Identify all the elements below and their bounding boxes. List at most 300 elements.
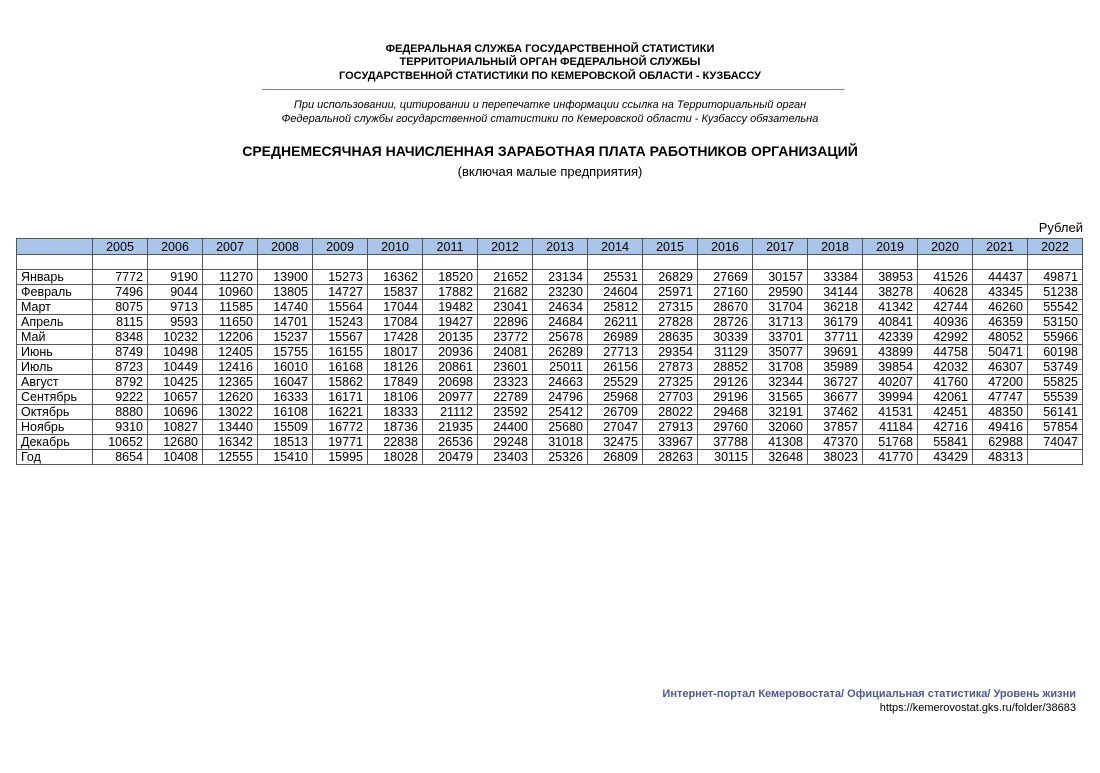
salary-cell: 23592 xyxy=(478,405,533,420)
salary-cell: 14701 xyxy=(258,315,313,330)
salary-cell: 43345 xyxy=(973,285,1028,300)
salary-cell: 16047 xyxy=(258,375,313,390)
table-row xyxy=(17,330,1083,345)
salary-cell: 15509 xyxy=(258,420,313,435)
salary-cell: 46359 xyxy=(973,315,1028,330)
salary-cell: 24796 xyxy=(533,390,588,405)
salary-cell: 15567 xyxy=(313,330,368,345)
salary-cell: 42339 xyxy=(863,330,918,345)
citation-note-line-2: Федеральной службы государственной статистики по Кемеровской области - Кузбассу обязательна xyxy=(281,113,819,125)
salary-cell: 47370 xyxy=(808,435,863,450)
salary-cell: 32060 xyxy=(753,420,808,435)
salary-cell: 29126 xyxy=(698,375,753,390)
salary-cell: 35989 xyxy=(808,360,863,375)
salary-cell: 41342 xyxy=(863,300,918,315)
salary-cell: 10425 xyxy=(148,375,203,390)
salary-cell: 11585 xyxy=(203,300,258,315)
salary-cell: 18513 xyxy=(258,435,313,450)
salary-cell: 23403 xyxy=(478,450,533,465)
salary-cell: 29468 xyxy=(698,405,753,420)
salary-cell: 10696 xyxy=(148,405,203,420)
salary-cell: 15755 xyxy=(258,345,313,360)
salary-cell: 25326 xyxy=(533,450,588,465)
year-header: 2019 xyxy=(863,239,918,255)
salary-cell: 7496 xyxy=(93,285,148,300)
salary-cell: 31708 xyxy=(753,360,808,375)
salary-cell: 51238 xyxy=(1028,285,1083,300)
spacer-cell xyxy=(753,255,808,270)
salary-cell: 32475 xyxy=(588,435,643,450)
salary-cell: 19482 xyxy=(423,300,478,315)
salary-cell: 12416 xyxy=(203,360,258,375)
spacer-cell xyxy=(17,255,93,270)
salary-cell: 38023 xyxy=(808,450,863,465)
salary-cell: 21112 xyxy=(423,405,478,420)
salary-cell: 8880 xyxy=(93,405,148,420)
salary-cell: 44758 xyxy=(918,345,973,360)
salary-cell: 33384 xyxy=(808,270,863,285)
year-header: 2006 xyxy=(148,239,203,255)
salary-cell: 23041 xyxy=(478,300,533,315)
salary-cell: 36727 xyxy=(808,375,863,390)
spacer-cell xyxy=(423,255,478,270)
salary-cell: 12365 xyxy=(203,375,258,390)
salary-cell: 13805 xyxy=(258,285,313,300)
salary-cell: 24081 xyxy=(478,345,533,360)
salary-cell: 23772 xyxy=(478,330,533,345)
salary-cell: 25529 xyxy=(588,375,643,390)
salary-cell: 28022 xyxy=(643,405,698,420)
salary-cell: 53749 xyxy=(1028,360,1083,375)
salary-cell: 18028 xyxy=(368,450,423,465)
salary-cell: 9222 xyxy=(93,390,148,405)
salary-cell: 41308 xyxy=(753,435,808,450)
salary-cell: 17044 xyxy=(368,300,423,315)
salary-cell: 42061 xyxy=(918,390,973,405)
salary-cell: 28263 xyxy=(643,450,698,465)
salary-cell: 24604 xyxy=(588,285,643,300)
salary-cell: 16772 xyxy=(313,420,368,435)
salary-cell: 32344 xyxy=(753,375,808,390)
portal-link[interactable]: Интернет-портал Кемеровостата/ Официальная статистика/ Уровень жизни xyxy=(662,688,1076,700)
salary-cell: 25680 xyxy=(533,420,588,435)
salary-cell: 27828 xyxy=(643,315,698,330)
year-header: 2010 xyxy=(368,239,423,255)
month-label: Август xyxy=(17,375,93,390)
salary-cell: 8115 xyxy=(93,315,148,330)
salary-cell: 13022 xyxy=(203,405,258,420)
table-header-row xyxy=(17,239,1083,255)
salary-cell: 16108 xyxy=(258,405,313,420)
salary-cell: 29354 xyxy=(643,345,698,360)
year-header: 2022 xyxy=(1028,239,1083,255)
salary-cell: 32191 xyxy=(753,405,808,420)
salary-cell: 26989 xyxy=(588,330,643,345)
salary-cell: 15837 xyxy=(368,285,423,300)
month-label: Февраль xyxy=(17,285,93,300)
year-header: 2007 xyxy=(203,239,258,255)
month-label: Год xyxy=(17,450,93,465)
spacer-cell xyxy=(93,255,148,270)
salary-cell: 25011 xyxy=(533,360,588,375)
month-label: Ноябрь xyxy=(17,420,93,435)
salary-cell: 31704 xyxy=(753,300,808,315)
salary-cell: 42451 xyxy=(918,405,973,420)
salary-cell: 10652 xyxy=(93,435,148,450)
salary-cell: 28635 xyxy=(643,330,698,345)
salary-cell: 8348 xyxy=(93,330,148,345)
salary-cell: 28726 xyxy=(698,315,753,330)
salary-cell: 36179 xyxy=(808,315,863,330)
salary-cell xyxy=(1028,450,1083,465)
salary-cell: 11650 xyxy=(203,315,258,330)
table-row xyxy=(17,270,1083,285)
salary-cell: 25678 xyxy=(533,330,588,345)
salary-cell: 9190 xyxy=(148,270,203,285)
salary-cell: 29590 xyxy=(753,285,808,300)
salary-cell: 15237 xyxy=(258,330,313,345)
salary-cell: 33967 xyxy=(643,435,698,450)
salary-cell: 36677 xyxy=(808,390,863,405)
salary-cell: 35077 xyxy=(753,345,808,360)
salary-cell: 19771 xyxy=(313,435,368,450)
salary-cell: 12206 xyxy=(203,330,258,345)
salary-cell: 57854 xyxy=(1028,420,1083,435)
salary-cell: 17882 xyxy=(423,285,478,300)
salary-cell: 12405 xyxy=(203,345,258,360)
header-line-1: ФЕДЕРАЛЬНАЯ СЛУЖБА ГОСУДАРСТВЕННОЙ СТАТИСТИКИ xyxy=(385,43,715,55)
salary-cell: 16333 xyxy=(258,390,313,405)
salary-cell: 28670 xyxy=(698,300,753,315)
table-row xyxy=(17,300,1083,315)
table-row xyxy=(17,285,1083,300)
salary-cell: 25971 xyxy=(643,285,698,300)
table-row xyxy=(17,420,1083,435)
salary-cell: 26709 xyxy=(588,405,643,420)
salary-cell: 47747 xyxy=(973,390,1028,405)
salary-cell: 12555 xyxy=(203,450,258,465)
year-header: 2013 xyxy=(533,239,588,255)
salary-cell: 56141 xyxy=(1028,405,1083,420)
salary-cell: 25412 xyxy=(533,405,588,420)
salary-cell: 55841 xyxy=(918,435,973,450)
salary-cell: 18017 xyxy=(368,345,423,360)
salary-cell: 31713 xyxy=(753,315,808,330)
salary-cell: 39691 xyxy=(808,345,863,360)
salary-cell: 27913 xyxy=(643,420,698,435)
salary-cell: 21652 xyxy=(478,270,533,285)
source-url[interactable]: https://kemerovostat.gks.ru/folder/38683 xyxy=(879,702,1076,714)
salary-cell: 41526 xyxy=(918,270,973,285)
spacer-cell xyxy=(478,255,533,270)
table-row xyxy=(17,375,1083,390)
table-row xyxy=(17,360,1083,375)
salary-cell: 18106 xyxy=(368,390,423,405)
header-divider xyxy=(262,89,844,90)
salary-cell: 10498 xyxy=(148,345,203,360)
year-header: 2012 xyxy=(478,239,533,255)
year-header: 2008 xyxy=(258,239,313,255)
spacer-cell xyxy=(313,255,368,270)
salary-cell: 24634 xyxy=(533,300,588,315)
salary-cell: 16155 xyxy=(313,345,368,360)
salary-cell: 37857 xyxy=(808,420,863,435)
table-row xyxy=(17,435,1083,450)
salary-cell: 20135 xyxy=(423,330,478,345)
salary-cell: 18520 xyxy=(423,270,478,285)
salary-cell: 26289 xyxy=(533,345,588,360)
spacer-cell xyxy=(918,255,973,270)
page-title: СРЕДНЕМЕСЯЧНАЯ НАЧИСЛЕННАЯ ЗАРАБОТНАЯ ПЛАТА РАБОТНИКОВ ОРГАНИЗАЦИЙ xyxy=(242,143,858,159)
spacer-cell xyxy=(258,255,313,270)
salary-cell: 41184 xyxy=(863,420,918,435)
salary-cell: 20936 xyxy=(423,345,478,360)
salary-cell: 7772 xyxy=(93,270,148,285)
year-header: 2014 xyxy=(588,239,643,255)
salary-cell: 29248 xyxy=(478,435,533,450)
salary-cell: 23230 xyxy=(533,285,588,300)
salary-cell: 27873 xyxy=(643,360,698,375)
spacer-cell xyxy=(698,255,753,270)
salary-cell: 48313 xyxy=(973,450,1028,465)
salary-cell: 38278 xyxy=(863,285,918,300)
year-header: 2016 xyxy=(698,239,753,255)
year-header: 2020 xyxy=(918,239,973,255)
month-label: Июнь xyxy=(17,345,93,360)
salary-cell: 43429 xyxy=(918,450,973,465)
salary-cell: 10449 xyxy=(148,360,203,375)
month-label: Январь xyxy=(17,270,93,285)
salary-cell: 16221 xyxy=(313,405,368,420)
salary-cell: 60198 xyxy=(1028,345,1083,360)
salary-cell: 27325 xyxy=(643,375,698,390)
year-header: 2018 xyxy=(808,239,863,255)
salary-cell: 17428 xyxy=(368,330,423,345)
citation-note-line-1: При использовании, цитировании и перепечатке информации ссылка на Территориальный орган xyxy=(293,99,807,111)
salary-cell: 23323 xyxy=(478,375,533,390)
salary-cell: 22838 xyxy=(368,435,423,450)
salary-cell: 21935 xyxy=(423,420,478,435)
month-label: Декабрь xyxy=(17,435,93,450)
salary-cell: 16168 xyxy=(313,360,368,375)
salary-cell: 39994 xyxy=(863,390,918,405)
table-row xyxy=(17,405,1083,420)
salary-cell: 26829 xyxy=(643,270,698,285)
salary-cell: 24684 xyxy=(533,315,588,330)
salary-cell: 15243 xyxy=(313,315,368,330)
salary-cell: 55825 xyxy=(1028,375,1083,390)
salary-cell: 39854 xyxy=(863,360,918,375)
salary-cell: 53150 xyxy=(1028,315,1083,330)
salary-cell: 22896 xyxy=(478,315,533,330)
salary-cell: 8723 xyxy=(93,360,148,375)
salary-cell: 24663 xyxy=(533,375,588,390)
salary-cell: 10408 xyxy=(148,450,203,465)
salary-cell: 74047 xyxy=(1028,435,1083,450)
spacer-cell xyxy=(863,255,918,270)
salary-cell: 27160 xyxy=(698,285,753,300)
salary-cell: 22789 xyxy=(478,390,533,405)
salary-cell: 26536 xyxy=(423,435,478,450)
salary-cell: 8075 xyxy=(93,300,148,315)
salary-cell: 28852 xyxy=(698,360,753,375)
spacer-cell xyxy=(1028,255,1083,270)
salary-cell: 37711 xyxy=(808,330,863,345)
salary-cell: 31565 xyxy=(753,390,808,405)
spacer-cell xyxy=(203,255,258,270)
salary-cell: 40936 xyxy=(918,315,973,330)
salary-cell: 48350 xyxy=(973,405,1028,420)
salary-cell: 20698 xyxy=(423,375,478,390)
salary-cell: 31018 xyxy=(533,435,588,450)
salary-cell: 16010 xyxy=(258,360,313,375)
spacer-cell xyxy=(973,255,1028,270)
salary-cell: 8654 xyxy=(93,450,148,465)
salary-cell: 26156 xyxy=(588,360,643,375)
salary-cell: 20861 xyxy=(423,360,478,375)
salary-cell: 17849 xyxy=(368,375,423,390)
salary-cell: 18333 xyxy=(368,405,423,420)
salary-cell: 30157 xyxy=(753,270,808,285)
table-header-corner xyxy=(17,239,93,255)
salary-cell: 55542 xyxy=(1028,300,1083,315)
spacer-cell xyxy=(533,255,588,270)
salary-cell: 48052 xyxy=(973,330,1028,345)
salary-cell: 16342 xyxy=(203,435,258,450)
salary-cell: 27669 xyxy=(698,270,753,285)
salary-cell: 29760 xyxy=(698,420,753,435)
month-label: Май xyxy=(17,330,93,345)
spacer-cell xyxy=(148,255,203,270)
salary-cell: 15862 xyxy=(313,375,368,390)
salary-cell: 37788 xyxy=(698,435,753,450)
salary-cell: 20479 xyxy=(423,450,478,465)
salary-cell: 25968 xyxy=(588,390,643,405)
salary-cell: 15273 xyxy=(313,270,368,285)
salary-cell: 14727 xyxy=(313,285,368,300)
salary-cell: 18736 xyxy=(368,420,423,435)
salary-cell: 46307 xyxy=(973,360,1028,375)
salary-cell: 8792 xyxy=(93,375,148,390)
salary-cell: 51768 xyxy=(863,435,918,450)
salary-cell: 16171 xyxy=(313,390,368,405)
salary-cell: 10960 xyxy=(203,285,258,300)
salary-cell: 23134 xyxy=(533,270,588,285)
salary-cell: 24400 xyxy=(478,420,533,435)
salary-cell: 33701 xyxy=(753,330,808,345)
salary-cell: 43899 xyxy=(863,345,918,360)
salary-cell: 50471 xyxy=(973,345,1028,360)
salary-cell: 42992 xyxy=(918,330,973,345)
units-label: Рублей xyxy=(1038,220,1083,235)
spacer-cell xyxy=(368,255,423,270)
salary-cell: 10657 xyxy=(148,390,203,405)
table-row xyxy=(17,315,1083,330)
salary-cell: 41531 xyxy=(863,405,918,420)
salary-cell: 13900 xyxy=(258,270,313,285)
salary-cell: 30339 xyxy=(698,330,753,345)
salary-cell: 40841 xyxy=(863,315,918,330)
year-header: 2021 xyxy=(973,239,1028,255)
page-subtitle: (включая малые предприятия) xyxy=(457,164,643,179)
month-label: Март xyxy=(17,300,93,315)
salary-cell: 15995 xyxy=(313,450,368,465)
salary-cell: 29196 xyxy=(698,390,753,405)
salary-cell: 42032 xyxy=(918,360,973,375)
year-header: 2015 xyxy=(643,239,698,255)
salary-cell: 38953 xyxy=(863,270,918,285)
salary-cell: 41770 xyxy=(863,450,918,465)
salary-cell: 55966 xyxy=(1028,330,1083,345)
salary-cell: 19427 xyxy=(423,315,478,330)
salary-cell: 10232 xyxy=(148,330,203,345)
salary-cell: 37462 xyxy=(808,405,863,420)
salary-cell: 27713 xyxy=(588,345,643,360)
salary-cell: 16362 xyxy=(368,270,423,285)
month-label: Апрель xyxy=(17,315,93,330)
salary-cell: 8749 xyxy=(93,345,148,360)
salary-cell: 40207 xyxy=(863,375,918,390)
salary-cell: 62988 xyxy=(973,435,1028,450)
salary-cell: 41760 xyxy=(918,375,973,390)
month-label: Сентябрь xyxy=(17,390,93,405)
salary-cell: 20977 xyxy=(423,390,478,405)
salary-table xyxy=(16,238,1083,465)
salary-cell: 26809 xyxy=(588,450,643,465)
salary-cell: 27047 xyxy=(588,420,643,435)
salary-cell: 40628 xyxy=(918,285,973,300)
salary-cell: 27315 xyxy=(643,300,698,315)
table-row xyxy=(17,450,1083,465)
year-header: 2011 xyxy=(423,239,478,255)
salary-cell: 13440 xyxy=(203,420,258,435)
year-header: 2009 xyxy=(313,239,368,255)
salary-cell: 27703 xyxy=(643,390,698,405)
salary-cell: 12680 xyxy=(148,435,203,450)
salary-cell: 9310 xyxy=(93,420,148,435)
salary-cell: 21682 xyxy=(478,285,533,300)
table-spacer-row xyxy=(17,255,1083,270)
salary-cell: 15564 xyxy=(313,300,368,315)
table-row xyxy=(17,390,1083,405)
salary-cell: 44437 xyxy=(973,270,1028,285)
salary-cell: 46260 xyxy=(973,300,1028,315)
salary-cell: 25812 xyxy=(588,300,643,315)
year-header: 2005 xyxy=(93,239,148,255)
salary-cell: 11270 xyxy=(203,270,258,285)
spacer-cell xyxy=(588,255,643,270)
salary-cell: 15410 xyxy=(258,450,313,465)
salary-cell: 31129 xyxy=(698,345,753,360)
salary-cell: 12620 xyxy=(203,390,258,405)
salary-cell: 23601 xyxy=(478,360,533,375)
salary-cell: 10827 xyxy=(148,420,203,435)
table-row xyxy=(17,345,1083,360)
salary-cell: 42716 xyxy=(918,420,973,435)
salary-cell: 34144 xyxy=(808,285,863,300)
salary-cell: 14740 xyxy=(258,300,313,315)
salary-cell: 49871 xyxy=(1028,270,1083,285)
salary-cell: 47200 xyxy=(973,375,1028,390)
month-label: Июль xyxy=(17,360,93,375)
spacer-cell xyxy=(808,255,863,270)
year-header: 2017 xyxy=(753,239,808,255)
month-label: Октябрь xyxy=(17,405,93,420)
header-line-3: ГОСУДАРСТВЕННОЙ СТАТИСТИКИ ПО КЕМЕРОВСКОЙ ОБЛАСТИ - КУЗБАССУ xyxy=(339,70,761,82)
salary-cell: 9593 xyxy=(148,315,203,330)
salary-cell: 32648 xyxy=(753,450,808,465)
header-line-2: ТЕРРИТОРИАЛЬНЫЙ ОРГАН ФЕДЕРАЛЬНОЙ СЛУЖБЫ xyxy=(399,56,701,68)
